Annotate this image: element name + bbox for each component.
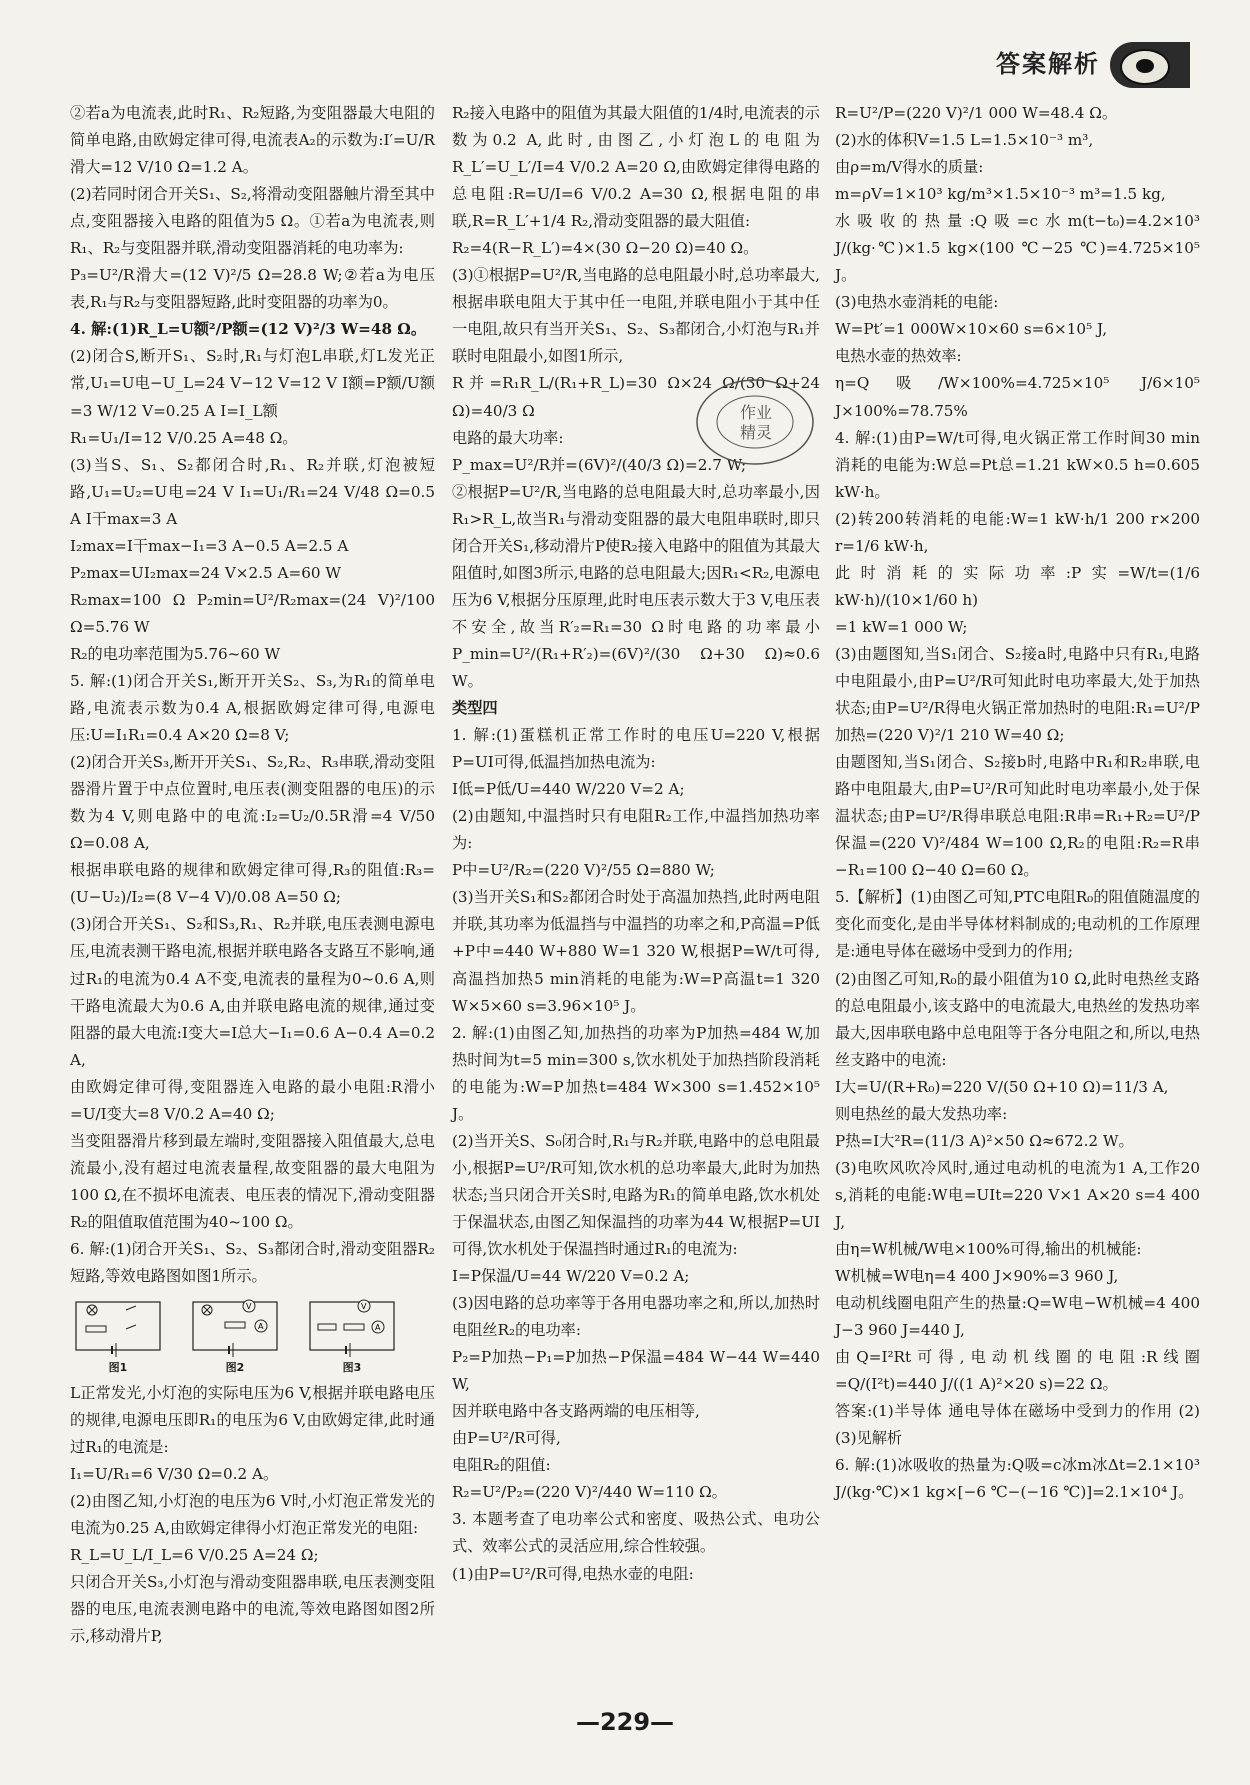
circuit-diagram-icon: [187, 1296, 283, 1358]
svg-text:A: A: [258, 1322, 264, 1332]
stamp-text: 作业: [740, 403, 773, 422]
answer-paragraph: 电动机线圈电阻产生的热量:Q=W电−W机械=4 400 J−3 960 J=440 J,: [835, 1294, 1200, 1340]
answer-paragraph: (2)闭合开关S₃,断开开关S₁、S₂,R₂、R₃串联,滑动变阻器滑片置于中点位置时,电压表(测变阻器的电压)的示数为4 V,则电路中的电流:I₂=U₂/0.5R滑=4 V/50 Ω=0.08 A,: [70, 753, 435, 853]
answer-paragraph: I₂max=I干max−I₁=3 A−0.5 A=2.5 A: [70, 536, 349, 555]
answer-paragraph: (3)当S、S₁、S₂都闭合时,R₁、R₂并联,灯泡被短路,U₁=U₂=U电=24 V I₁=U₁/R₁=24 V/48 Ω=0.5 A I干max=3 A: [70, 455, 435, 528]
answer-paragraph: 只闭合开关S₃,小灯泡与滑动变阻器串联,电压表测变阻器的电压,电流表测电路中的电流,等效电路图如图2所示,移动滑片P,: [70, 1572, 435, 1646]
answer-paragraph: (2)当开关S、S₀闭合时,R₁与R₂并联,电路中的总电阻最小,根据P=U²/R可知,饮水机的总功率最大,此时为加热状态;当只闭合开关S时,电路为R₁的简单电路,饮水机处于保温状态,由图乙知保温挡的功率为44 W,根据P=UI可得,饮水机处于保温挡时通过R₁的电流为:: [452, 1131, 820, 1258]
circuit-diagram-icon: [70, 1296, 166, 1358]
answer-paragraph: (3)由题图知,当S₁闭合、S₂接a时,电路中只有R₁,电路中电阻最小,由P=U²/R可知此时电功率最大,处于加热状态;由P=U²/R得电火锅正常加热时的电阻:R₁=U²/P加热=(220 V)²/1 210 W=40 Ω;: [835, 644, 1200, 745]
answer-paragraph: P_max=U²/R并=(6V)²/(40/3 Ω)=2.7 W;: [452, 455, 747, 474]
svg-text:V: V: [246, 1302, 252, 1312]
answer-paragraph: (3)电吹风吹冷风时,通过电动机的电流为1 A,工作20 s,消耗的电能:W电=UIt=220 V×1 A×20 s=4 400 J,: [835, 1158, 1200, 1231]
answer-paragraph: R并=R₁R_L/(R₁+R_L)=30 Ω×24 Ω/(30 Ω+24 Ω)=40/3 Ω: [452, 374, 820, 420]
page-number: —229—: [575, 1708, 675, 1736]
answer-column-3: [835, 100, 1200, 1506]
svg-text:V: V: [361, 1302, 367, 1312]
answer-paragraph: (1)由P=U²/R可得,电热水壶的电阻:: [452, 1564, 694, 1583]
answer-paragraph: R=U²/P=(220 V)²/1 000 W=48.4 Ω。: [835, 104, 1118, 122]
answer-paragraph: 电热水壶的热效率:: [835, 347, 962, 366]
section-title: 答案解析: [996, 50, 1100, 78]
answer-paragraph: m=ρV=1×10³ kg/m³×1.5×10⁻³ m³=1.5 kg,: [835, 185, 1166, 204]
answer-paragraph: R₂max=100 Ω P₂min=U²/R₂max=(24 V)²/100 Ω=5.76 W: [70, 590, 435, 636]
answer-paragraph: (3)因电路的总功率等于各用电器功率之和,所以,加热时电阻丝R₂的电功率:: [452, 1294, 820, 1340]
answer-paragraph: (2)由题知,中温挡时只有电阻R₂工作,中温挡加热功率为:: [452, 807, 820, 853]
answer-paragraph: P₂=P加热−P₁=P加热−P保温=484 W−44 W=440 W,: [452, 1348, 820, 1394]
answer-paragraph: (2)水的体积V=1.5 L=1.5×10⁻³ m³,: [835, 131, 1094, 150]
answer-paragraph: (2)闭合S,断开S₁、S₂时,R₁与灯泡L串联,灯L发光正常,U₁=U电−U_L=24 V−12 V=12 V I额=P额/U额=3 W/12 V=0.25 A I=I_L额: [70, 347, 435, 420]
answer-paragraph: I大=U/(R+R₀)=220 V/(50 Ω+10 Ω)=11/3 A,: [835, 1077, 1169, 1096]
answer-paragraph: R₂的电功率范围为5.76~60 W: [70, 644, 281, 663]
answer-paragraph: L正常发光,小灯泡的实际电压为6 V,根据并联电路电压的规律,电源电压即R₁的电压为6 V,由欧姆定律,此时通过R₁的电流是:: [70, 1383, 435, 1456]
circuit-figure-2: [187, 1296, 283, 1378]
answer-paragraph: P中=U²/R₂=(220 V)²/55 Ω=880 W;: [452, 861, 715, 880]
answer-paragraph: R₂=4(R−R_L′)=4×(30 Ω−20 Ω)=40 Ω。: [452, 239, 759, 258]
answer-column-1: [70, 100, 435, 1650]
answer-paragraph: 4. 解:(1)R_L=U额²/P额=(12 V)²/3 W=48 Ω。: [70, 320, 427, 339]
page-header: [0, 42, 1250, 88]
answer-paragraph: =1 kW=1 000 W;: [835, 617, 968, 636]
answer-paragraph: η=Q吸/W×100%=4.725×10⁵ J/6×10⁵ J×100%=78.75%: [835, 374, 1200, 420]
answer-paragraph: 则电热丝的最大发热功率:: [835, 1104, 1008, 1123]
answer-paragraph: I=P保温/U=44 W/220 V=0.2 A;: [452, 1267, 690, 1286]
figure-caption: 图1: [108, 1361, 128, 1375]
answer-paragraph: W机械=W电η=4 400 J×90%=3 960 J,: [835, 1267, 1119, 1286]
section-heading: 类型四: [452, 699, 498, 718]
answer-column-2: [452, 100, 820, 1588]
answer-paragraph: 此时消耗的实际功率:P实=W/t=(1/6 kW·h)/(10×1/60 h): [835, 563, 1200, 609]
answer-paragraph: (2)由图乙可知,R₀的最小阻值为10 Ω,此时电热丝支路的总电阻最小,该支路中的电流最大,电热丝的发热功率最大,因串联电路中总电阻等于各分电阻之和,所以,电热丝支路中的电流:: [835, 969, 1200, 1069]
answer-paragraph: ②根据P=U²/R,当电路的总电阻最大时,总功率最小,因R₁>R_L,故当R₁与滑动变阻器的最大电阻串联时,即只闭合开关S₁,移动滑片P使R₂接入电路中的阻值为其最大阻值时,如图3所示,电路的总电阻最大;因R₁<R₂,电源电压为6 V,根据分压原理,此时电压表示数大于3 V,电压表不安全,故当R′₂=R₁=30 Ω时电路的功率最小P_min=U²/(R₁+R′₂)=(6V)²/(30 Ω+30 Ω)≈0.6 W。: [452, 482, 821, 690]
answer-paragraph: (3)当开关S₁和S₂都闭合时处于高温加热挡,此时两电阻并联,其功率为低温挡与中温挡的功率之和,P高温=P低+P中=440 W+880 W=1 320 W,根据P=W/t可得,高温挡加热5 min消耗的电能为:W=P高温t=1 320 W×5×60 s=3.96×10⁵ J。: [452, 888, 820, 1015]
answer-paragraph: P热=I大²R=(11/3 A)²×50 Ω≈672.2 W。: [835, 1131, 1134, 1150]
figure-caption: 图3: [342, 1361, 362, 1375]
answer-paragraph: 3. 本题考查了电功率公式和密度、吸热公式、电功公式、效率公式的灵活应用,综合性较强。: [452, 1510, 820, 1556]
answer-paragraph: 由P=U²/R可得,: [452, 1429, 561, 1448]
answer-paragraph: 电阻R₂的阻值:: [452, 1456, 551, 1475]
homework-stamp: [690, 372, 820, 472]
circuit-figure-3: [304, 1296, 400, 1378]
answer-paragraph: I₁=U/R₁=6 V/30 Ω=0.2 A。: [70, 1464, 279, 1483]
answer-paragraph: 6. 解:(1)闭合开关S₁、S₂、S₃都闭合时,滑动变阻器R₂短路,等效电路图如图1所示。: [70, 1239, 435, 1286]
answer-paragraph: 由ρ=m/V得水的质量:: [835, 158, 984, 177]
eye-logo-icon: [1110, 42, 1190, 88]
answer-paragraph: 电路的最大功率:: [452, 428, 564, 447]
answer-paragraph: 6. 解:(1)冰吸收的热量为:Q吸=c冰m冰Δt=2.1×10³ J/(kg·℃)×1 kg×[−6 ℃−(−16 ℃)]=2.1×10⁴ J。: [835, 1456, 1200, 1502]
answer-paragraph: (3)电热水壶消耗的电能:: [835, 293, 999, 312]
answer-paragraph: (2)转200转消耗的电能:W=1 kW·h/1 200 r×200 r=1/6 kW·h,: [835, 509, 1200, 555]
answer-paragraph: R_L=U_L/I_L=6 V/0.25 A=24 Ω;: [70, 1545, 319, 1564]
answer-paragraph: R₂接入电路中的阻值为其最大阻值的1/4时,电流表的示数为0.2 A,此时,由图乙,小灯泡L的电阻为R_L′=U_L′/I=4 V/0.2 A=20 Ω,由欧姆定律得电路的总电阻:R=U/I=6 V/0.2 A=30 Ω,根据电阻的串联,R=R_L′+1/4 R₂,滑动变阻器的最大阻值:: [452, 104, 820, 231]
answer-paragraph: 5.【解析】(1)由图乙可知,PTC电阻R₀的阻值随温度的变化而变化,是由半导体材料制成的;电动机的工作原理是:通电导体在磁场中受到力的作用;: [835, 888, 1200, 961]
answer-paragraph: 因并联电路中各支路两端的电压相等,: [452, 1402, 700, 1421]
answer-paragraph: 2. 解:(1)由图乙知,加热挡的功率为P加热=484 W,加热时间为t=5 min=300 s,饮水机处于加热挡阶段消耗的电能为:W=P加热t=484 W×300 s=1.452×10⁵ J。: [452, 1023, 820, 1123]
answer-paragraph: 当变阻器滑片移到最左端时,变阻器接入阻值最大,总电流最小,没有超过电流表量程,故变阻器的最大电阻为100 Ω,在不损坏电流表、电压表的情况下,滑动变阻器R₂的阻值取值范围为40~100 Ω。: [70, 1131, 435, 1231]
circuit-figure-1: [70, 1296, 166, 1378]
answer-paragraph: P₂max=UI₂max=24 V×2.5 A=60 W: [70, 563, 341, 582]
circuit-diagram-icon: [304, 1296, 400, 1358]
svg-text:A: A: [375, 1323, 381, 1333]
answer-paragraph: I低=P低/U=440 W/220 V=2 A;: [452, 780, 685, 799]
answer-paragraph: 根据串联电路的规律和欧姆定律可得,R₃的阻值:R₃=(U−U₂)/I₂=(8 V−4 V)/0.08 A=50 Ω;: [70, 861, 435, 907]
answer-paragraph: (3)①根据P=U²/R,当电路的总电阻最小时,总功率最大,根据串联电阻大于其中任一电阻,并联电阻小于其中任一电阻,故只有当开关S₁、S₂、S₃都闭合,小灯泡与R₁并联时电阻最小,如图1所示,: [452, 266, 820, 366]
answer-paragraph: (3)闭合开关S₁、S₂和S₃,R₁、R₂并联,电压表测电源电压,电流表测干路电流,根据并联电路各支路互不影响,通过R₁的电流为0.4 A不变,电流表的量程为0~0.6 A,则干路电流最大为0.6 A,由并联电路电流的规律,通过变阻器的最大电流:I变大=I总大−I₁=0.6 A−0.4 A=0.2 A,: [70, 915, 435, 1069]
answer-paragraph: 答案:(1)半导体 通电导体在磁场中受到力的作用 (2)(3)见解析: [835, 1402, 1200, 1448]
answer-paragraph: 由欧姆定律可得,变阻器连入电路的最小电阻:R滑小=U/I变大=8 V/0.2 A=40 Ω;: [70, 1077, 435, 1123]
stamp-seal-icon: [690, 372, 820, 472]
answer-paragraph: 1. 解:(1)蛋糕机正常工作时的电压U=220 V,根据P=UI可得,低温挡加热电流为:: [452, 726, 820, 772]
answer-paragraph: 由题图知,当S₁闭合、S₂接b时,电路中R₁和R₂串联,电路中电阻最大,由P=U²/R可知此时电功率最小,处于保温状态;由P=U²/R得串联总电阻:R串=R₁+R₂=U²/P保温=(220 V)²/484 W=100 Ω,R₂的电阻:R₂=R串−R₁=100 Ω−40 Ω=60 Ω。: [835, 753, 1200, 880]
answer-paragraph: 水吸收的热量:Q吸=c水m(t−t₀)=4.2×10³ J/(kg·℃)×1.5 kg×(100 ℃−25 ℃)=4.725×10⁵ J。: [835, 212, 1200, 285]
answer-paragraph: 由Q=I²Rt可得,电动机线圈的电阻:R线圈=Q/(I²t)=440 J/((1 A)²×20 s)=22 Ω。: [835, 1348, 1200, 1394]
answer-paragraph: P₃=U²/R滑大=(12 V)²/5 Ω=28.8 W;②若a为电压表,R₁与R₂与变阻器短路,此时变阻器的功率为0。: [70, 266, 435, 312]
answer-paragraph: (2)若同时闭合开关S₁、S₂,将滑动变阻器触片滑至其中点,变阻器接入电路的阻值为5 Ω。①若a为电流表,则R₁、R₂与变阻器并联,滑动变阻器消耗的电功率为:: [70, 185, 435, 258]
answer-paragraph: (2)由图乙知,小灯泡的电压为6 V时,小灯泡正常发光的电流为0.25 A,由欧姆定律得小灯泡正常发光的电阻:: [70, 1491, 435, 1537]
answer-paragraph: W=Pt′=1 000W×10×60 s=6×10⁵ J,: [835, 320, 1108, 339]
figure-caption: 图2: [225, 1361, 245, 1375]
answer-paragraph: R₁=U₁/I=12 V/0.25 A=48 Ω。: [70, 428, 298, 447]
stamp-text: 精灵: [740, 423, 773, 442]
circuit-figures: [70, 1296, 400, 1378]
answer-paragraph: 4. 解:(1)由P=W/t可得,电火锅正常工作时间30 min消耗的电能为:W总=Pt总=1.21 kW×0.5 h=0.605 kW·h。: [835, 428, 1200, 501]
answer-paragraph: 5. 解:(1)闭合开关S₁,断开开关S₂、S₃,为R₁的简单电路,电流表示数为0.4 A,根据欧姆定律可得,电源电压:U=I₁R₁=0.4 A×20 Ω=8 V;: [70, 671, 435, 745]
answer-paragraph: R₂=U²/P₂=(220 V)²/440 W=110 Ω。: [452, 1483, 727, 1502]
answer-paragraph: ②若a为电流表,此时R₁、R₂短路,为变阻器最大电阻的简单电路,由欧姆定律可得,电流表A₂的示数为:I′=U/R滑大=12 V/10 Ω=1.2 A。: [70, 104, 435, 177]
answer-paragraph: 由η=W机械/W电×100%可得,输出的机械能:: [835, 1239, 1142, 1258]
